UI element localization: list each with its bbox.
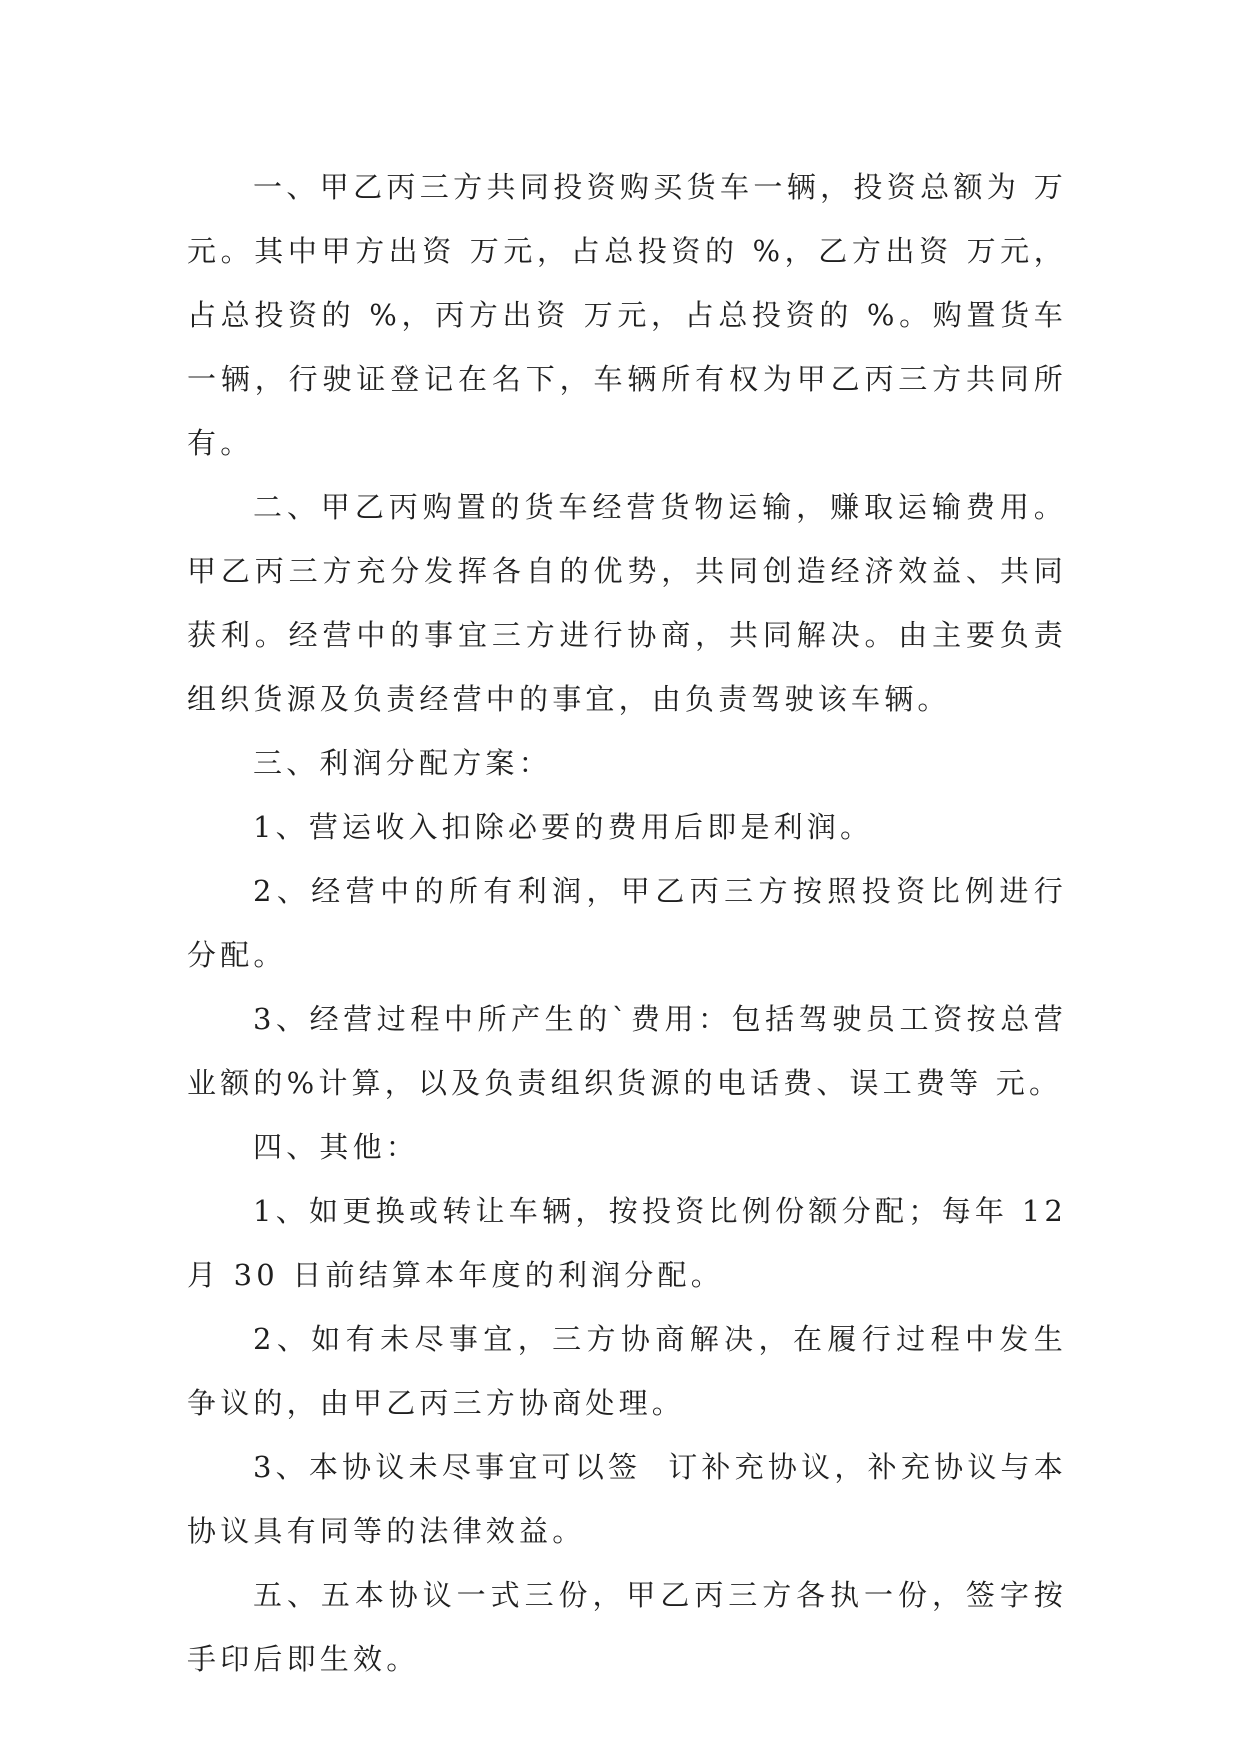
heading-other: 四、其他：: [253, 1130, 420, 1164]
paragraph-other-item-1: 1、如更换或转让车辆，按投资比例份额分配；每年 12 月 30 日前结算本年度的利润分配。: [187, 1194, 1081, 1292]
paragraph-other-item-2: 2、如有未尽事宜，三方协商解决，在履行过程中发生争议的，由甲乙丙三方协商处理。: [187, 1322, 1067, 1420]
paragraph-copies-effective: 五、五本协议一式三份，甲乙丙三方各执一份，签字按手印后即生效。: [187, 1578, 1067, 1676]
heading-profit-distribution: 三、利润分配方案：: [253, 746, 552, 780]
paragraph-profit-item-2: 2、经营中的所有利润，甲乙丙三方按照投资比例进行分配。: [187, 874, 1067, 972]
paragraph-investment: 一、甲乙丙三方共同投资购买货车一辆，投资总额为 万元。其中甲方出资 万元，占总投资的 %，乙方出资 万元，占总投资的 %，丙方出资 万元，占总投资的 %。购置货车一辆，行驶证登记在名下，车辆所有权为甲乙丙三方共同所有。: [187, 170, 1067, 460]
document-body: [187, 155, 1081, 1691]
paragraph-other-item-3: 3、本协议未尽事宜可以签 订补充协议，补充协议与本协议具有同等的法律效益。: [187, 1450, 1067, 1548]
paragraph-profit-item-3: 3、经营过程中所产生的`费用：包括驾驶员工资按总营业额的%计算，以及负责组织货源的电话费、误工费等 元。: [187, 1002, 1067, 1100]
paragraph-profit-item-1: 1、营运收入扣除必要的费用后即是利润。: [253, 810, 874, 844]
paragraph-operation: 二、甲乙丙购置的货车经营货物运输，赚取运输费用。甲乙丙三方充分发挥各自的优势，共同创造经济效益、共同获利。经营中的事宜三方进行协商，共同解决。由主要负责组织货源及负责经营中的事宜，由负责驾驶该车辆。: [187, 490, 1067, 716]
